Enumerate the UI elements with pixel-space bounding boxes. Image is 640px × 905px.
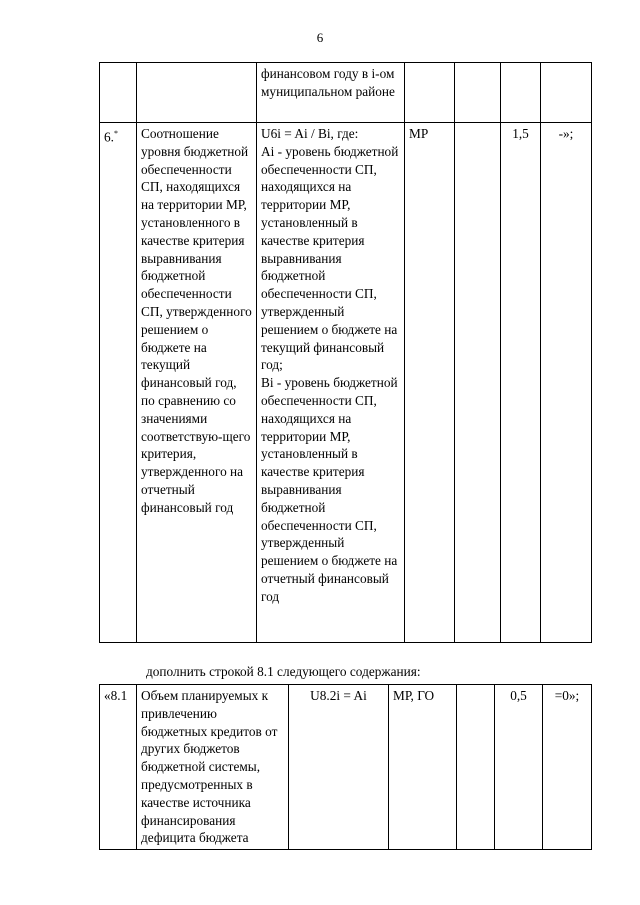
cell-applies-to: МР, ГО xyxy=(389,685,457,850)
cell-applies-to: МР xyxy=(405,123,455,643)
intro-text: дополнить строкой 8.1 следующего содержания: xyxy=(146,664,421,679)
cell-tail xyxy=(541,63,592,123)
cell-num xyxy=(100,63,137,123)
cell-tail: =0»; xyxy=(543,685,592,850)
cell-formula: финансовом году в i-ом муниципальном районе xyxy=(257,63,405,123)
cell-empty xyxy=(455,63,501,123)
formula-b-definition: Bi - уровень бюджетной обеспеченности СП, находящихся на территории МР, установленный в качестве критерия выравнивания бюджетной обеспеченности СП, утвержденный решением о бюджете на отчетный финансовый год xyxy=(261,375,398,604)
page-number: 6 xyxy=(316,30,324,45)
cell-applies-to xyxy=(405,63,455,123)
cell-name: Объем планируемых к привлечению бюджетных кредитов от других бюджетов бюджетной системы, предусмотренных в качестве источника финансирования дефицита бюджета xyxy=(137,685,289,850)
indicators-table-new-row xyxy=(99,684,592,850)
table-row-continuation xyxy=(100,63,592,123)
formula-line: U6i = Ai / Bi, где: xyxy=(261,126,359,141)
table-row-8-1 xyxy=(100,685,592,850)
cell-empty xyxy=(455,123,501,643)
cell-formula: U8.2i = Ai xyxy=(289,685,389,850)
cell-value: 0,5 xyxy=(495,685,543,850)
cell-empty xyxy=(457,685,495,850)
cell-num: «8.1 xyxy=(100,685,137,850)
table-row-6 xyxy=(100,123,592,643)
cell-value: 1,5 xyxy=(501,123,541,643)
indicators-table xyxy=(99,62,592,643)
cell-name: Соотношение уровня бюджетной обеспеченности СП, находящихся на территории МР, установленного в качестве критерия выравнивания бюджетной обеспеченности СП, утвержденного решением о бюджете на текущий финансовый год, по сравнению со значениями соответствую-щего критерия, утвержденного на отчетный финансовый год xyxy=(137,123,257,643)
cell-name xyxy=(137,63,257,123)
cell-tail: -»; xyxy=(541,123,592,643)
cell-formula xyxy=(257,123,405,643)
cell-value xyxy=(501,63,541,123)
footnote-mark: * xyxy=(113,129,118,138)
cell-num: 6.* xyxy=(100,123,137,643)
formula-a-definition: Ai - уровень бюджетной обеспеченности СП, находящихся на территории МР, установленный в качестве критерия выравнивания бюджетной обеспеченности СП, утвержденный решением о бюджете на текущий финансовый год; xyxy=(261,143,399,373)
